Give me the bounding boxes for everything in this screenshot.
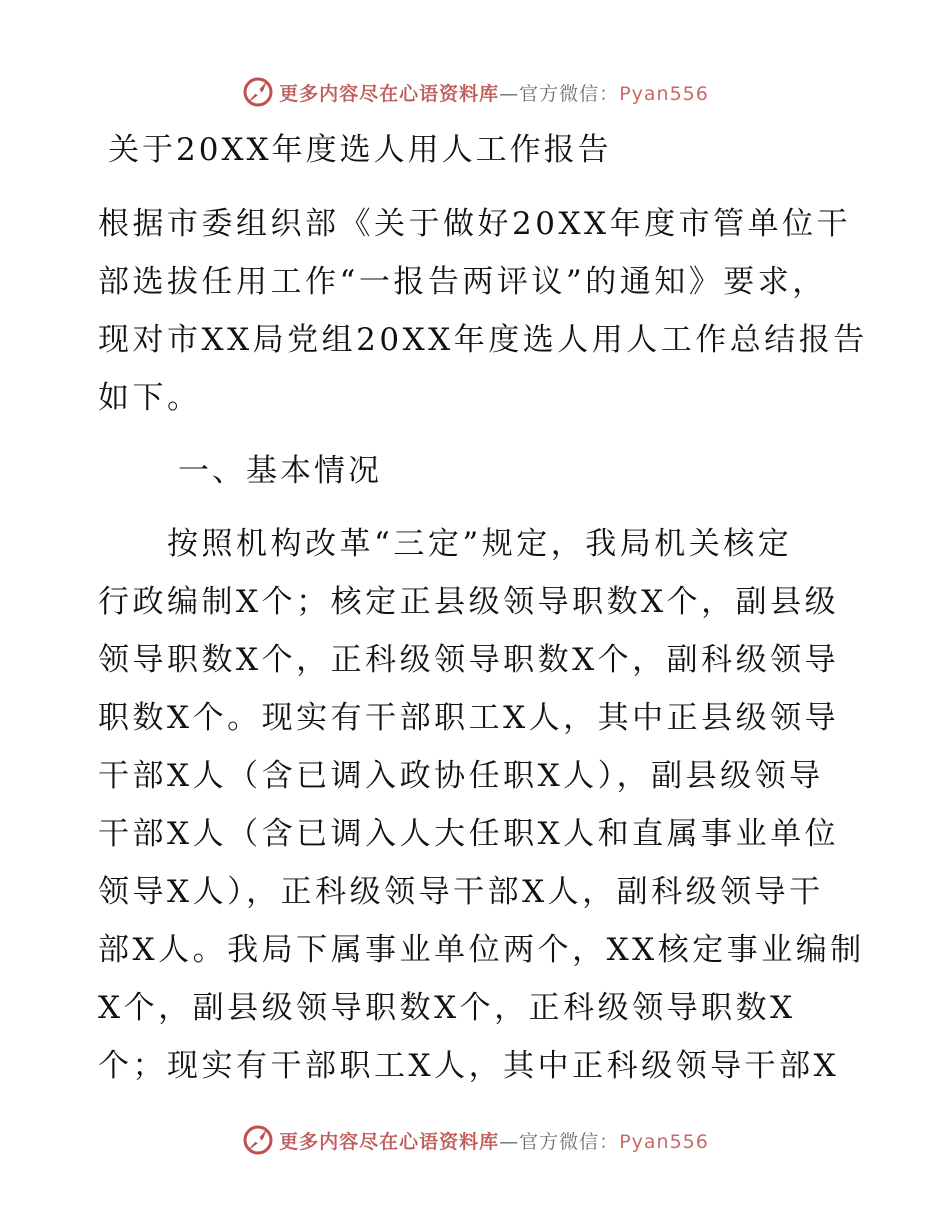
watermark-text: 更多内容尽在心语资料库—官方微信：Pyan556 <box>279 1130 709 1153</box>
text-line: 按照机构改革“三定”规定，我局机关核定 <box>98 526 793 562</box>
text-line: 领导X人），正科级领导干部X人，副科级领导干 <box>98 874 824 910</box>
quill-logo-icon <box>241 75 275 109</box>
text-line: 行政编制X个；核定正县级领导职数X个，副县级 <box>98 584 840 620</box>
text-line: 干部X人（含已调入政协任职X人），副县级领导 <box>98 758 824 794</box>
text-line: 个；现实有干部职工X人，其中正科级领导干部X <box>98 1048 840 1084</box>
watermark-text: 更多内容尽在心语资料库—官方微信：Pyan556 <box>279 82 709 105</box>
text-line: 干部X人（含已调入人大任职X人和直属事业单位 <box>98 816 840 852</box>
quill-logo-icon <box>241 1123 275 1157</box>
section-paragraph <box>98 515 865 1095</box>
header-watermark <box>0 72 950 112</box>
footer-watermark <box>0 1120 950 1160</box>
text-line: X个，副县级领导职数X个，正科级领导职数X <box>98 990 796 1026</box>
text-line: 根据市委组织部《关于做好20XX年度市管单位干 <box>98 206 852 242</box>
intro-paragraph <box>98 195 868 427</box>
section-heading: 一、基本情况 <box>178 453 382 489</box>
text-line: 领导职数X个，正科级领导职数X个，副科级领导 <box>98 642 840 678</box>
document-title: 关于20XX年度选人用人工作报告 <box>108 132 612 168</box>
text-line: 现对市XX局党组20XX年度选人用人工作总结报告 <box>98 322 868 358</box>
text-line: 如下。 <box>98 380 202 416</box>
text-line: 职数X个。现实有干部职工X人，其中正县级领导 <box>98 700 840 736</box>
text-line: 部选拔任用工作“一报告两评议”的通知》要求， <box>98 264 827 300</box>
text-line: 部X人。我局下属事业单位两个，XX核定事业编制 <box>98 932 865 968</box>
